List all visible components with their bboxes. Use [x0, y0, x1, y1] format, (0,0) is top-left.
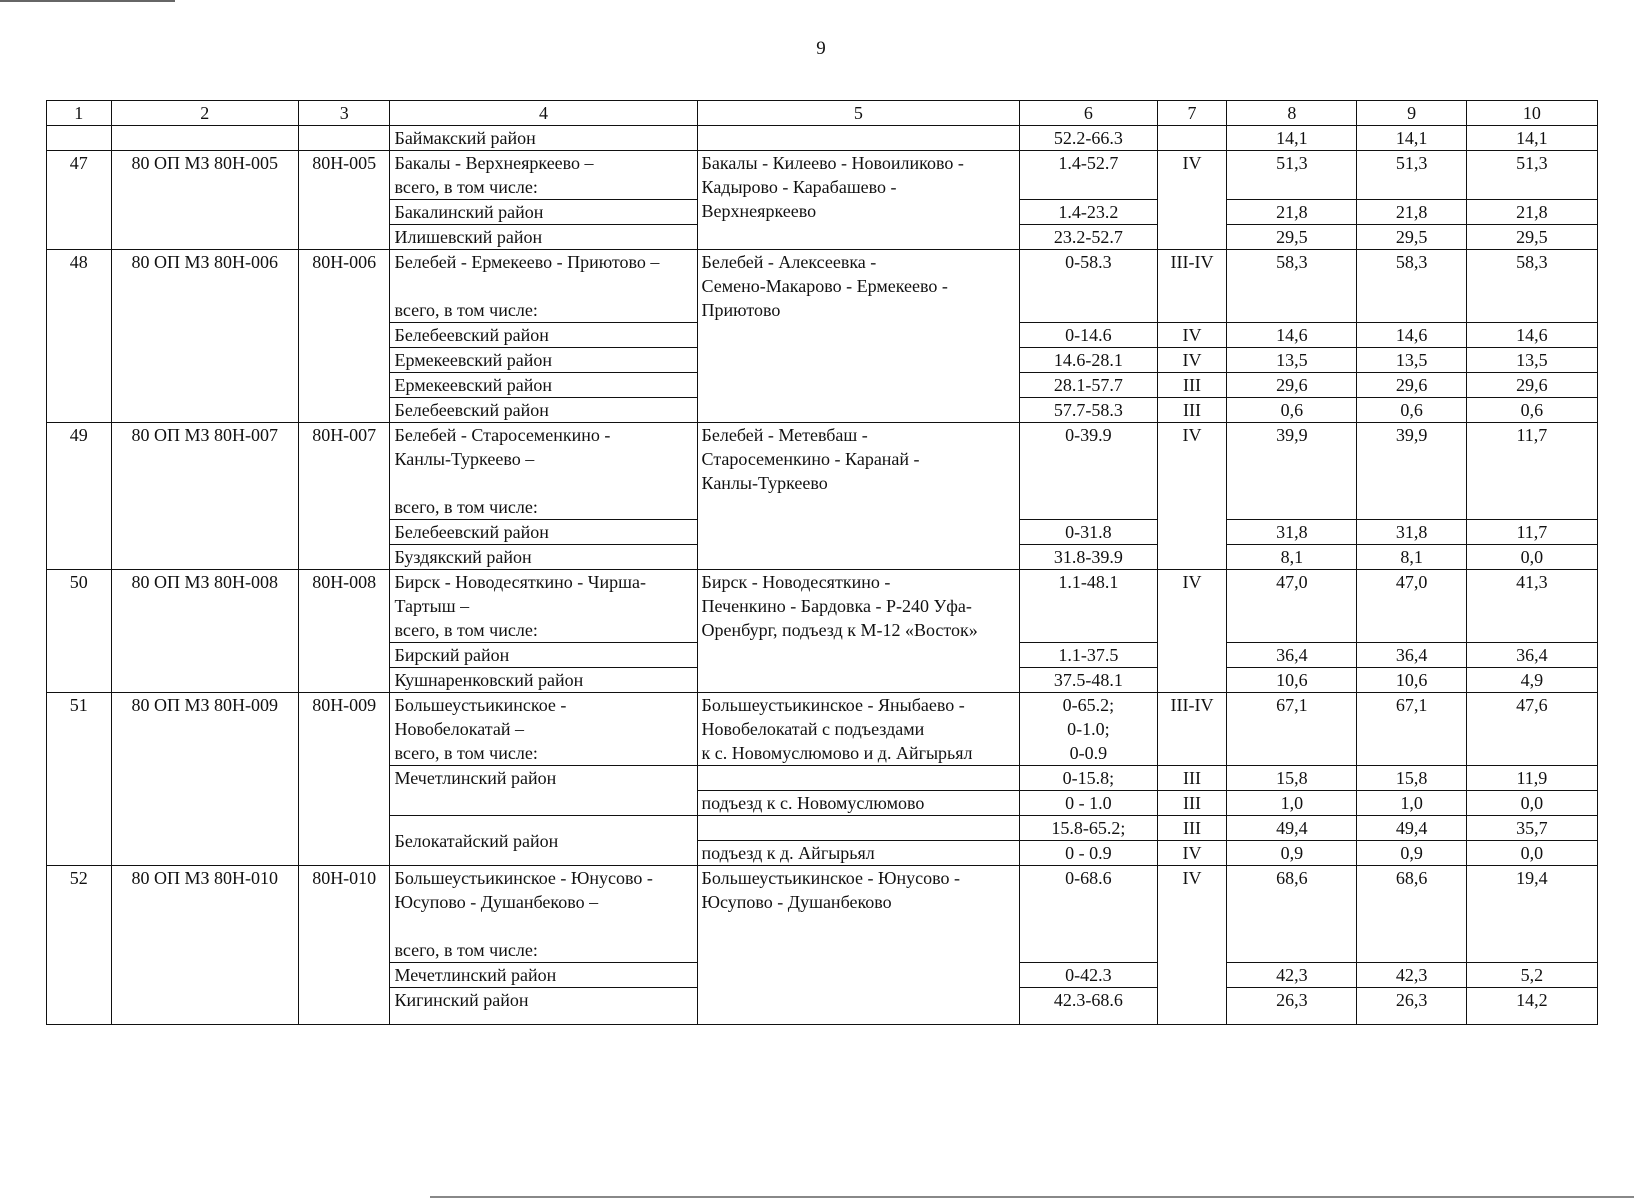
road-category: IV — [1157, 841, 1227, 866]
length-value: 31,8 — [1227, 520, 1357, 545]
length-value: 29,6 — [1357, 373, 1466, 398]
district-name: Белокатайский район — [390, 816, 697, 866]
km-range: 0-14.6 — [1020, 323, 1157, 348]
table-row — [47, 126, 1598, 151]
road-id: 80 ОП МЗ 80Н-005 — [111, 151, 298, 250]
length-value: 0,9 — [1227, 841, 1357, 866]
km-range: 1.4-23.2 — [1020, 200, 1157, 225]
row-number: 49 — [47, 423, 112, 570]
road-name-line: Тартыш – — [394, 596, 470, 616]
road-id: 80 ОП МЗ 80Н-010 — [111, 866, 298, 1025]
length-value: 1,0 — [1227, 791, 1357, 816]
road-name-line: всего, в том числе: — [394, 177, 538, 197]
length-value: 10,6 — [1227, 668, 1357, 693]
length-value: 14,1 — [1466, 126, 1597, 151]
length-value: 29,5 — [1466, 225, 1597, 250]
route-line: Семено-Макарово - Ермекеево - — [701, 276, 948, 296]
district-name: Белебеевский район — [390, 520, 697, 545]
road-name-line: Новобелокатай – — [394, 719, 524, 739]
length-value: 11,7 — [1466, 423, 1597, 520]
road-name — [390, 151, 697, 200]
road-route — [697, 151, 1020, 250]
route-line: Белебей - Алексеевка - — [701, 252, 877, 272]
road-name — [390, 570, 697, 643]
length-value: 39,9 — [1227, 423, 1357, 520]
length-value: 5,2 — [1466, 963, 1597, 988]
length-value: 13,5 — [1357, 348, 1466, 373]
road-category: IV — [1157, 570, 1227, 693]
road-short-id: 80Н-005 — [298, 151, 390, 250]
length-value: 29,6 — [1227, 373, 1357, 398]
road-name-line: Большеустьикинское - Юнусово - — [394, 868, 653, 888]
column-number: 4 — [390, 101, 697, 126]
road-route: подъезд к с. Новомуслюмово — [697, 791, 1020, 816]
length-value: 13,5 — [1466, 348, 1597, 373]
km-line: 0-65.2; — [1062, 695, 1115, 715]
district-name: Буздякский район — [390, 545, 697, 570]
length-value: 0,0 — [1466, 841, 1597, 866]
km-range: 1.4-52.7 — [1020, 151, 1157, 200]
district-name: Белебеевский район — [390, 323, 697, 348]
road-route — [697, 766, 1020, 791]
road-name-line: Канлы-Туркеево – — [394, 449, 535, 469]
road-short-id: 80Н-006 — [298, 250, 390, 423]
length-value: 21,8 — [1227, 200, 1357, 225]
road-id: 80 ОП МЗ 80Н-008 — [111, 570, 298, 693]
length-value: 35,7 — [1466, 816, 1597, 841]
route-line: Белебей - Метевбаш - — [701, 425, 868, 445]
route-line: Бакалы - Килеево - Новоиликово - — [701, 153, 964, 173]
length-value: 29,5 — [1357, 225, 1466, 250]
length-value: 36,4 — [1227, 643, 1357, 668]
table-row — [47, 423, 1598, 520]
length-value: 51,3 — [1466, 151, 1597, 200]
row-number: 52 — [47, 866, 112, 1025]
km-range: 0-68.6 — [1020, 866, 1157, 963]
row-number: 51 — [47, 693, 112, 866]
km-range: 37.5-48.1 — [1020, 668, 1157, 693]
road-name — [390, 423, 697, 520]
road-route — [697, 866, 1020, 1025]
table-row — [47, 250, 1598, 323]
length-value: 42,3 — [1227, 963, 1357, 988]
length-value: 0,6 — [1227, 398, 1357, 423]
length-value: 19,4 — [1466, 866, 1597, 963]
road-id: 80 ОП МЗ 80Н-009 — [111, 693, 298, 866]
length-value: 21,8 — [1357, 200, 1466, 225]
table-row — [47, 693, 1598, 766]
district-name: Баймакский район — [390, 126, 697, 151]
road-id: 80 ОП МЗ 80Н-007 — [111, 423, 298, 570]
road-name-line: Бакалы - Верхнеяркеево – — [394, 153, 594, 173]
row-number: 48 — [47, 250, 112, 423]
length-value: 0,0 — [1466, 545, 1597, 570]
length-value: 14,1 — [1357, 126, 1466, 151]
length-value: 14,6 — [1466, 323, 1597, 348]
row-number: 50 — [47, 570, 112, 693]
length-value: 58,3 — [1357, 250, 1466, 323]
length-value: 10,6 — [1357, 668, 1466, 693]
column-number-row — [47, 101, 1598, 126]
length-value: 58,3 — [1227, 250, 1357, 323]
length-value: 49,4 — [1227, 816, 1357, 841]
road-category: III-IV — [1157, 693, 1227, 766]
road-route — [697, 570, 1020, 693]
empty-cell — [111, 126, 298, 151]
empty-cell — [1157, 126, 1227, 151]
km-range — [1020, 693, 1157, 766]
table-row — [47, 151, 1598, 200]
column-number: 5 — [697, 101, 1020, 126]
road-category: III — [1157, 398, 1227, 423]
km-range: 42.3-68.6 — [1020, 988, 1157, 1025]
length-value: 51,3 — [1357, 151, 1466, 200]
length-value: 36,4 — [1357, 643, 1466, 668]
route-line: Верхнеяркеево — [701, 201, 817, 221]
km-range: 0 - 0.9 — [1020, 841, 1157, 866]
length-value: 0,9 — [1357, 841, 1466, 866]
route-line: Старосеменкино - Каранай - — [701, 449, 920, 469]
district-name: Ермекеевский район — [390, 373, 697, 398]
road-category: IV — [1157, 151, 1227, 250]
column-number: 8 — [1227, 101, 1357, 126]
length-value: 14,6 — [1357, 323, 1466, 348]
road-route — [697, 423, 1020, 570]
road-name — [390, 866, 697, 963]
length-value: 15,8 — [1357, 766, 1466, 791]
km-range: 0-58.3 — [1020, 250, 1157, 323]
route-line: Печенкино - Бардовка - Р-240 Уфа- — [701, 596, 972, 616]
column-number: 6 — [1020, 101, 1157, 126]
road-id: 80 ОП МЗ 80Н-006 — [111, 250, 298, 423]
length-value: 47,0 — [1227, 570, 1357, 643]
district-name: Ермекеевский район — [390, 348, 697, 373]
road-short-id: 80Н-009 — [298, 693, 390, 866]
road-route — [697, 816, 1020, 841]
length-value: 58,3 — [1466, 250, 1597, 323]
length-value: 15,8 — [1227, 766, 1357, 791]
length-value: 36,4 — [1466, 643, 1597, 668]
district-name: Кигинский район — [390, 988, 697, 1025]
km-range: 0-39.9 — [1020, 423, 1157, 520]
km-range: 0-42.3 — [1020, 963, 1157, 988]
road-name-line: всего, в том числе: — [394, 620, 538, 640]
column-number: 1 — [47, 101, 112, 126]
km-range: 23.2-52.7 — [1020, 225, 1157, 250]
road-name — [390, 250, 697, 323]
route-line: Канлы-Туркеево — [701, 473, 828, 493]
road-category: III-IV — [1157, 250, 1227, 323]
column-number: 9 — [1357, 101, 1466, 126]
route-line: к с. Новомуслюмово и д. Айгырьял — [701, 743, 973, 763]
road-category: III — [1157, 791, 1227, 816]
scan-edge-bottom — [430, 1196, 1634, 1198]
road-category: IV — [1157, 348, 1227, 373]
road-name — [390, 693, 697, 766]
route-line: Оренбург, подъезд к М-12 «Восток» — [701, 620, 978, 640]
length-value: 29,5 — [1227, 225, 1357, 250]
district-name: Бакалинский район — [390, 200, 697, 225]
km-range: 31.8-39.9 — [1020, 545, 1157, 570]
length-value: 1,0 — [1357, 791, 1466, 816]
length-value: 11,7 — [1466, 520, 1597, 545]
route-line: Юсупово - Душанбеково — [701, 892, 892, 912]
column-number: 2 — [111, 101, 298, 126]
km-range: 1.1-48.1 — [1020, 570, 1157, 643]
length-value: 8,1 — [1357, 545, 1466, 570]
km-range: 0 - 1.0 — [1020, 791, 1157, 816]
length-value: 14,6 — [1227, 323, 1357, 348]
road-name-line: Юсупово - Душанбеково – — [394, 892, 599, 912]
table-row — [47, 866, 1598, 963]
road-route: подъезд к д. Айгырьял — [697, 841, 1020, 866]
length-value: 14,2 — [1466, 988, 1597, 1025]
empty-cell — [697, 126, 1020, 151]
road-short-id: 80Н-008 — [298, 570, 390, 693]
empty-cell — [298, 126, 390, 151]
length-value: 13,5 — [1227, 348, 1357, 373]
length-value: 26,3 — [1357, 988, 1466, 1025]
length-value: 0,0 — [1466, 791, 1597, 816]
district-name: Бирский район — [390, 643, 697, 668]
length-value: 51,3 — [1227, 151, 1357, 200]
km-line: 0-1.0; — [1067, 719, 1110, 739]
length-value: 41,3 — [1466, 570, 1597, 643]
road-short-id: 80Н-010 — [298, 866, 390, 1025]
route-line: Большеустьикинское - Юнусово - — [701, 868, 960, 888]
km-range: 28.1-57.7 — [1020, 373, 1157, 398]
km-range: 1.1-37.5 — [1020, 643, 1157, 668]
road-category: IV — [1157, 423, 1227, 570]
route-line: Приютово — [701, 300, 781, 320]
road-short-id: 80Н-007 — [298, 423, 390, 570]
length-value: 42,3 — [1357, 963, 1466, 988]
road-category: III — [1157, 766, 1227, 791]
length-value: 47,0 — [1357, 570, 1466, 643]
route-line: Кадырово - Карабашево - — [701, 177, 897, 197]
column-number: 10 — [1466, 101, 1597, 126]
scan-edge-top — [0, 0, 175, 2]
length-value: 68,6 — [1357, 866, 1466, 963]
length-value: 29,6 — [1466, 373, 1597, 398]
length-value: 49,4 — [1357, 816, 1466, 841]
road-name-line: Бирск - Новодесяткино - Чирша- — [394, 572, 646, 592]
page-number: 9 — [816, 38, 826, 59]
km-range: 0-31.8 — [1020, 520, 1157, 545]
length-value: 67,1 — [1357, 693, 1466, 766]
km-range: 52.2-66.3 — [1020, 126, 1157, 151]
district-name: Кушнаренковский район — [390, 668, 697, 693]
length-value: 39,9 — [1357, 423, 1466, 520]
length-value: 14,1 — [1227, 126, 1357, 151]
district-name: Белебеевский район — [390, 398, 697, 423]
road-name-line: всего, в том числе: — [394, 743, 538, 763]
km-range: 15.8-65.2; — [1020, 816, 1157, 841]
district-name: Мечетлинский район — [390, 963, 697, 988]
route-line: Большеустьикинское - Яныбаево - — [701, 695, 965, 715]
empty-cell — [47, 126, 112, 151]
length-value: 0,6 — [1357, 398, 1466, 423]
road-category: III — [1157, 816, 1227, 841]
length-value: 31,8 — [1357, 520, 1466, 545]
column-number: 3 — [298, 101, 390, 126]
route-line: Новобелокатай с подъездами — [701, 719, 925, 739]
km-range: 57.7-58.3 — [1020, 398, 1157, 423]
length-value: 21,8 — [1466, 200, 1597, 225]
row-number: 47 — [47, 151, 112, 250]
road-route — [697, 250, 1020, 423]
road-route — [697, 693, 1020, 766]
roads-register-table — [46, 100, 1598, 1025]
road-name-line: Белебей - Ермекеево - Приютово – — [394, 252, 660, 272]
road-name-line: всего, в том числе: — [394, 940, 538, 960]
km-line: 0-0.9 — [1069, 743, 1108, 763]
road-name-line: всего, в том числе: — [394, 300, 538, 320]
road-category: IV — [1157, 323, 1227, 348]
table-row — [47, 570, 1598, 643]
route-line: Бирск - Новодесяткино - — [701, 572, 891, 592]
road-name-line: Белебей - Старосеменкино - — [394, 425, 611, 445]
length-value: 0,6 — [1466, 398, 1597, 423]
km-range: 0-15.8; — [1020, 766, 1157, 791]
km-range: 14.6-28.1 — [1020, 348, 1157, 373]
column-number: 7 — [1157, 101, 1227, 126]
length-value: 47,6 — [1466, 693, 1597, 766]
length-value: 8,1 — [1227, 545, 1357, 570]
district-name: Мечетлинский район — [390, 766, 697, 816]
length-value: 26,3 — [1227, 988, 1357, 1025]
road-name-line: Большеустьикинское - — [394, 695, 567, 715]
length-value: 68,6 — [1227, 866, 1357, 963]
road-name-line: всего, в том числе: — [394, 497, 538, 517]
road-category: III — [1157, 373, 1227, 398]
length-value: 4,9 — [1466, 668, 1597, 693]
road-category: IV — [1157, 866, 1227, 1025]
district-name: Илишевский район — [390, 225, 697, 250]
length-value: 67,1 — [1227, 693, 1357, 766]
length-value: 11,9 — [1466, 766, 1597, 791]
